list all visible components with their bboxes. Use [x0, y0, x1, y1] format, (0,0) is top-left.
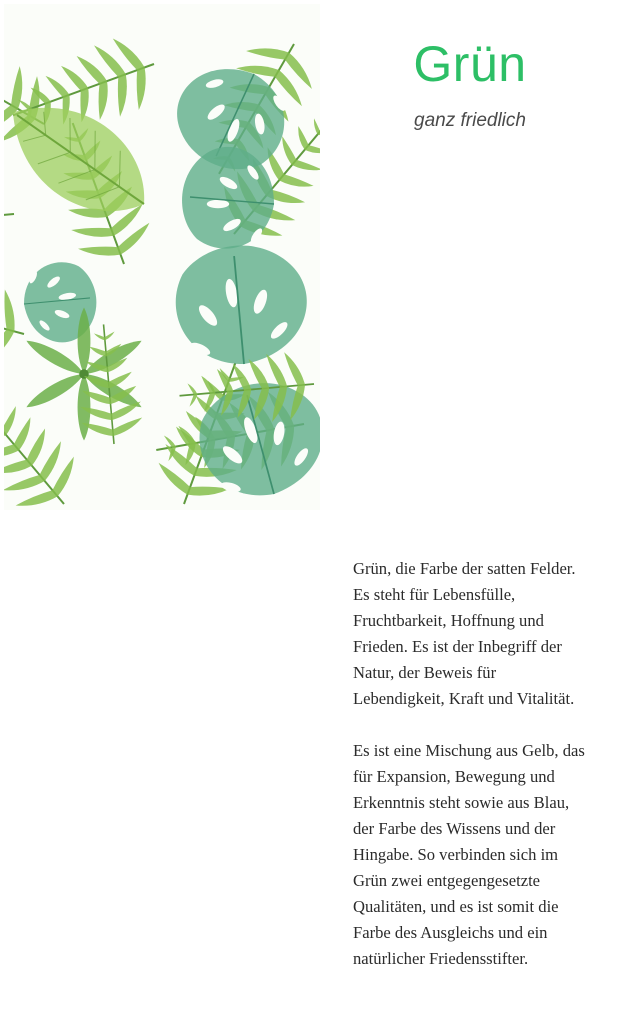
page-subtitle: ganz friedlich: [414, 110, 526, 131]
paragraph: Es ist eine Mischung aus Gelb, das für Expansion, Bewegung und Erkenntnis steht sowie aus Blau, der Farbe des Wissens und der Hingabe. So verbinden sich im Grün zwei entgegengesetzte Qualitäten, und es ist somit die Farbe des Ausgleichs und ein natürlicher Friedensstifter.: [353, 741, 585, 968]
paragraph: Grün, die Farbe der satten Felder. Es steht für Lebensfülle, Fruchtbarkeit, Hoffnung und Frieden. Es ist der Inbegriff der Natur, der Beweis für Lebendigkeit, Kraft und Vitalität.: [353, 559, 576, 708]
body-text: [353, 556, 625, 998]
page-title: Grün: [413, 36, 527, 92]
leaves-icon: [4, 4, 320, 510]
tropical-leaves-illustration: [4, 4, 320, 510]
